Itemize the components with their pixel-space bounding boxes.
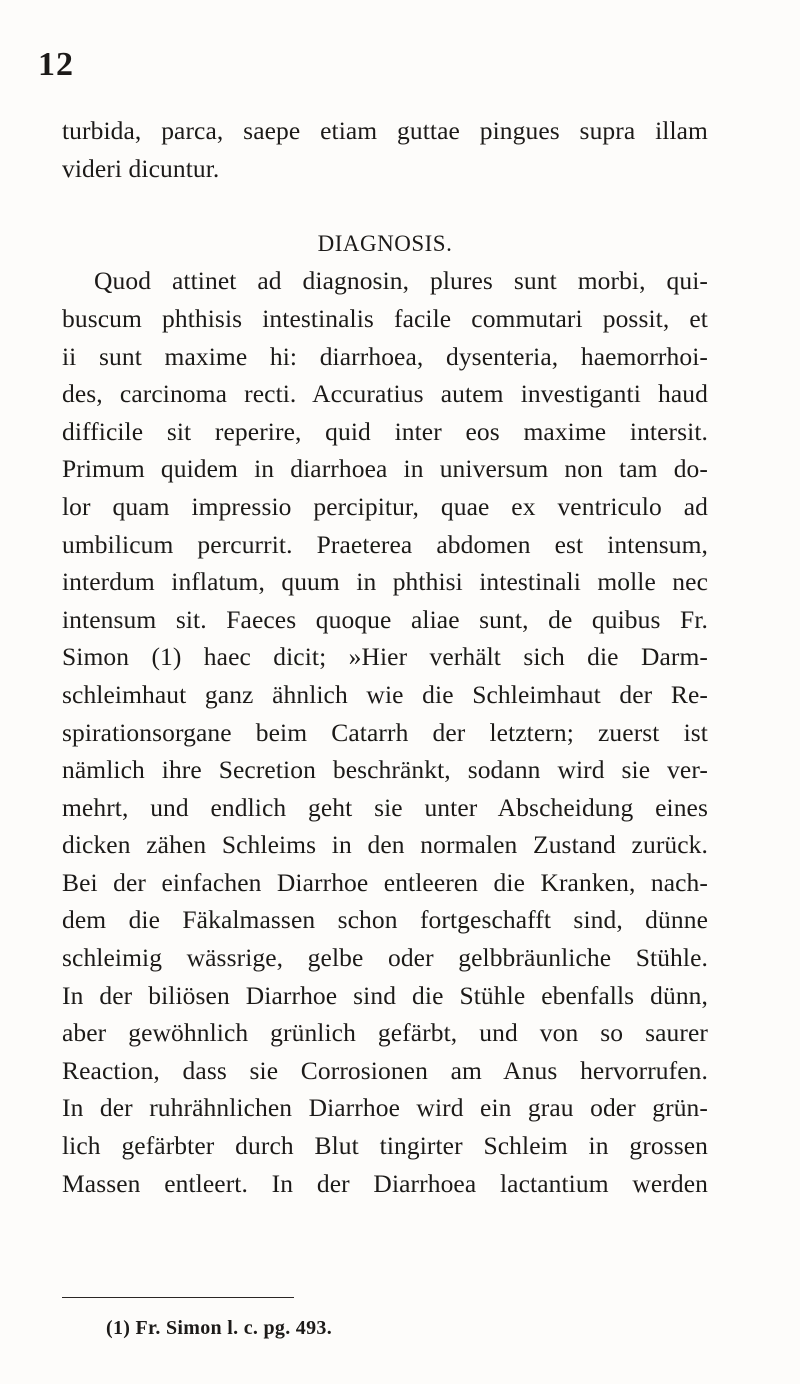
text-line: des, carcinoma recti. Accuratius autem investiganti haud: [62, 379, 708, 409]
section-heading: DIAGNOSIS.: [317, 230, 453, 256]
text-line: lor quam impressio percipitur, quae ex ventriculo ad: [62, 491, 708, 521]
text-line: dem die Fäkalmassen schon fortgeschafft sind, dünne: [62, 905, 708, 935]
text-line: intensum sit. Faeces quoque aliae sunt, de quibus Fr.: [62, 604, 708, 634]
text-line: mehrt, und endlich geht sie unter Abscheidung eines: [62, 792, 708, 822]
text-line: spirationsorgane beim Catarrh der letztern; zuerst ist: [62, 717, 708, 747]
text-line: dicken zähen Schleims in den normalen Zustand zurück.: [62, 830, 708, 860]
text-line: schleimhaut ganz ähnlich wie die Schleimhaut der Re-: [62, 679, 708, 709]
footnote: (1) Fr. Simon l. c. pg. 493.: [106, 1317, 332, 1339]
text-line: buscum phthisis intestinalis facile commutari possit, et: [62, 303, 708, 333]
text-line: Simon (1) haec dicit; »Hier verhält sich die Darm-: [62, 642, 708, 672]
text-line: In der ruhrähnlichen Diarrhoe wird ein grau oder grün-: [62, 1093, 708, 1123]
text-line: Reaction, dass sie Corrosionen am Anus hervorrufen.: [62, 1055, 708, 1085]
text-line: Massen entleert. In der Diarrhoea lactantium werden: [62, 1168, 708, 1198]
text-line: turbida, parca, saepe etiam guttae pingues supra illam: [62, 116, 708, 145]
page-number: 12: [38, 46, 74, 83]
text-line: In der biliösen Diarrhoe sind die Stühle ebenfalls dünn,: [62, 980, 708, 1010]
text-line: difficile sit reperire, quid inter eos maxime intersit.: [62, 416, 708, 446]
text-line: videri dicuntur.: [62, 153, 220, 183]
footnote-divider: [62, 1297, 294, 1298]
text-line: schleimig wässrige, gelbe oder gelbbräunliche Stühle.: [62, 943, 708, 973]
text-line: aber gewöhnlich grünlich gefärbt, und von so saurer: [62, 1018, 708, 1048]
text-line: Bei der einfachen Diarrhoe entleeren die Kranken, nach-: [62, 867, 708, 897]
text-line: interdum inflatum, quum in phthisi intestinali molle nec: [62, 567, 708, 597]
text-line: Quod attinet ad diagnosin, plures sunt morbi, qui-: [94, 266, 708, 296]
text-line: umbilicum percurrit. Praeterea abdomen est intensum,: [62, 529, 708, 559]
text-line: lich gefärbter durch Blut tingirter Schleim in grossen: [62, 1131, 708, 1161]
main-text: [62, 112, 708, 1202]
text-line: ii sunt maxime hi: diarrhoea, dysenteria, haemorrhoi-: [62, 341, 708, 371]
text-line: Primum quidem in diarrhoea in universum non tam do-: [62, 454, 708, 484]
text-line: nämlich ihre Secretion beschränkt, sodann wird sie ver-: [62, 755, 708, 785]
